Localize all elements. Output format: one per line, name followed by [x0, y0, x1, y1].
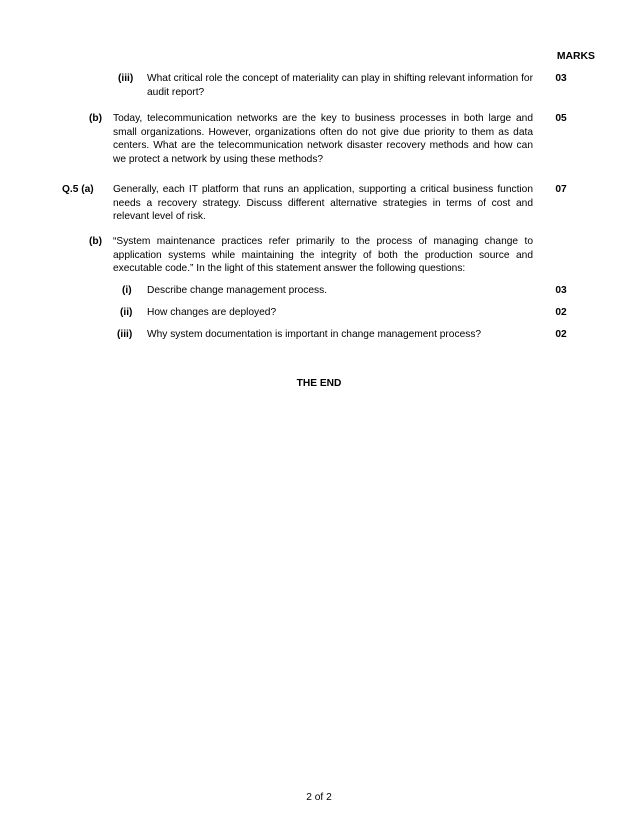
- question-text: Why system documentation is important in change management process?: [147, 329, 482, 340]
- question-text: Generally, each IT platform that runs an application, supporting a critical business function needs a recovery strategy. Discuss different alternative strategies in terms of cost and relevant level of risk.: [113, 184, 533, 223]
- question-label: (iii): [118, 73, 134, 84]
- question-marks: 03: [555, 285, 567, 296]
- marks-column-header: MARKS: [556, 51, 595, 62]
- question-marks: 03: [555, 73, 567, 84]
- question-marks: 02: [555, 307, 567, 318]
- question-marks: 02: [555, 329, 567, 340]
- question-text: Today, telecommunication networks are the key to business processes in both large and small organizations. However, organizations often do not give due priority to them as data centers. What are the telecommunication network disaster recovery methods and how can we protect a network by using these methods?: [113, 113, 533, 165]
- page-number: 2 of 2: [306, 792, 332, 803]
- question-text: “System maintenance practices refer primarily to the process of managing change to application systems while maintaining the integrity of both the production source and executable code.” In the light of this statement answer the following questions:: [113, 236, 533, 275]
- question-text: Describe change management process.: [147, 285, 328, 296]
- question-marks: 05: [555, 113, 567, 124]
- question-label: (b): [89, 236, 103, 247]
- question-label: (ii): [120, 307, 133, 318]
- question-text: What critical role the concept of materiality can play in shifting relevant information for audit report?: [147, 73, 533, 98]
- question-text: How changes are deployed?: [147, 307, 277, 318]
- question-label: Q.5 (a): [62, 184, 94, 195]
- question-label: (iii): [117, 329, 133, 340]
- question-label: (i): [122, 285, 132, 296]
- end-of-paper: THE END: [296, 378, 342, 389]
- question-marks: 07: [555, 184, 567, 195]
- question-label: (b): [89, 113, 103, 124]
